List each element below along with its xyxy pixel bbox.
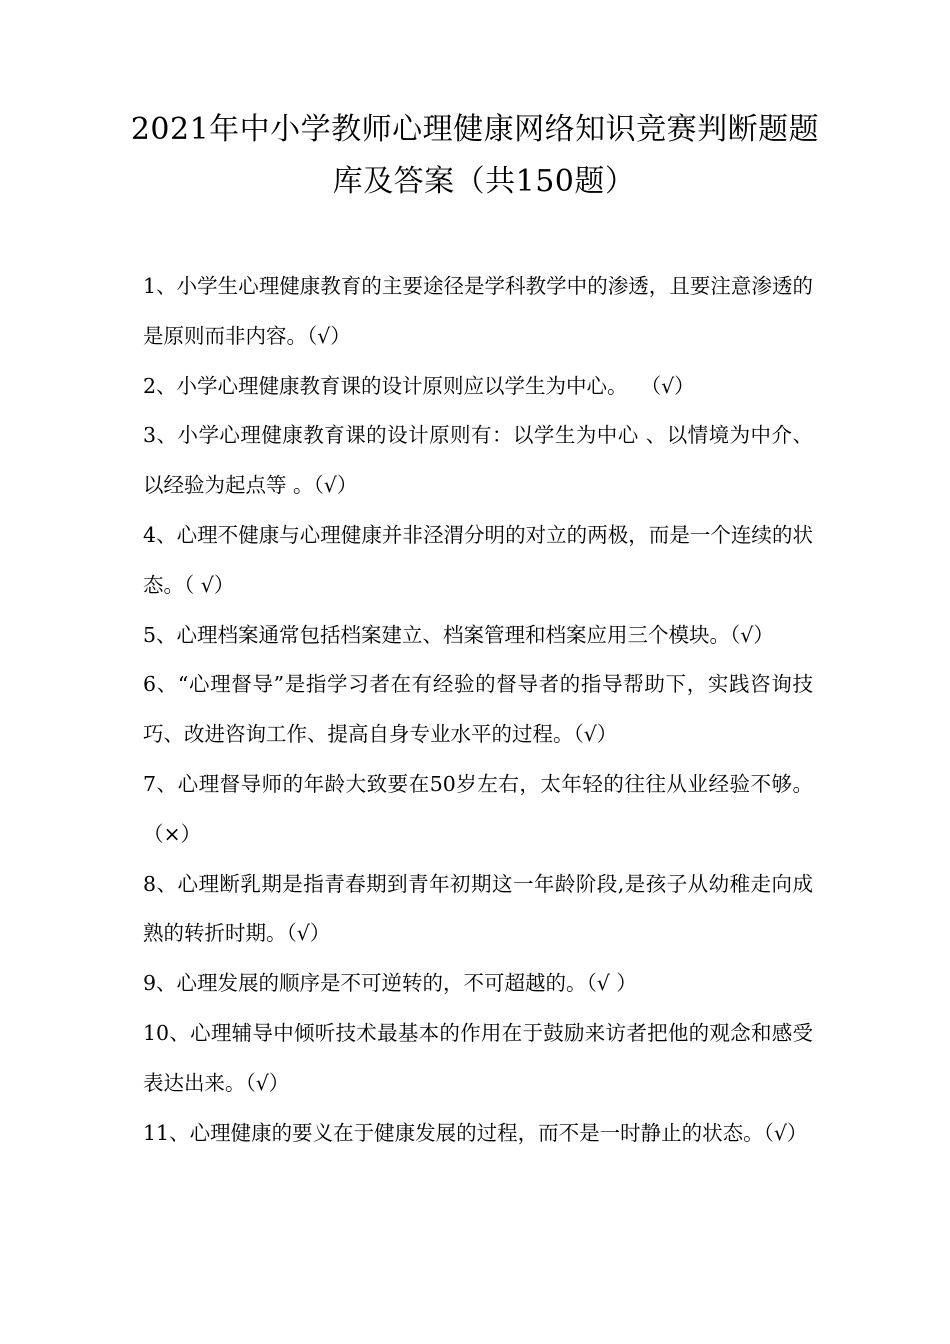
document-title	[0, 104, 950, 208]
question-item: 1、小学生心理健康教育的主要途径是学科教学中的渗透，且要注意渗透的是原则而非内容。（√）	[143, 274, 813, 348]
title-line-1: 2021年中小学教师心理健康网络知识竞赛判断题题	[130, 112, 820, 147]
question-item: 6、“心理督导”是指学习者在有经验的督导者的指导帮助下，实践咨询技巧、改进咨询工作、提高自身专业水平的过程。（√）	[143, 672, 813, 747]
question-item: 10、心理辅导中倾听技术最基本的作用在于鼓励来访者把他的观念和感受表达出来。（√）	[143, 1020, 813, 1095]
question-item: 8、心理断乳期是指青春期到青年初期这一年龄阶段,是孩子从幼稚走向成熟的转折时期。（√）	[143, 871, 813, 946]
question-item: 11、心理健康的要义在于健康发展的过程，而不是一时静止的状态。（√）	[143, 1120, 808, 1145]
title-line-2: 库及答案（共150题）	[332, 164, 636, 199]
question-item: 3、小学心理健康教育课的设计原则有：以学生为中心 、以情境为中介、 以经验为起点等 。（√）	[143, 423, 820, 498]
question-item: 9、心理发展的顺序是不可逆转的，不可超越的。（√ ）	[143, 971, 637, 996]
question-item: 2、小学心理健康教育课的设计原则应以学生为中心。 （√）	[143, 373, 695, 398]
question-item: 5、心理档案通常包括档案建立、档案管理和档案应用三个模块。（√）	[143, 622, 774, 647]
question-list	[143, 262, 820, 1158]
question-item: 7、心理督导师的年龄大致要在50岁左右，太年轻的往往从业经验不够。（×）	[143, 771, 813, 846]
question-item: 4、心理不健康与心理健康并非泾渭分明的对立的两极，而是一个连续的状态。（ √）	[143, 522, 813, 597]
